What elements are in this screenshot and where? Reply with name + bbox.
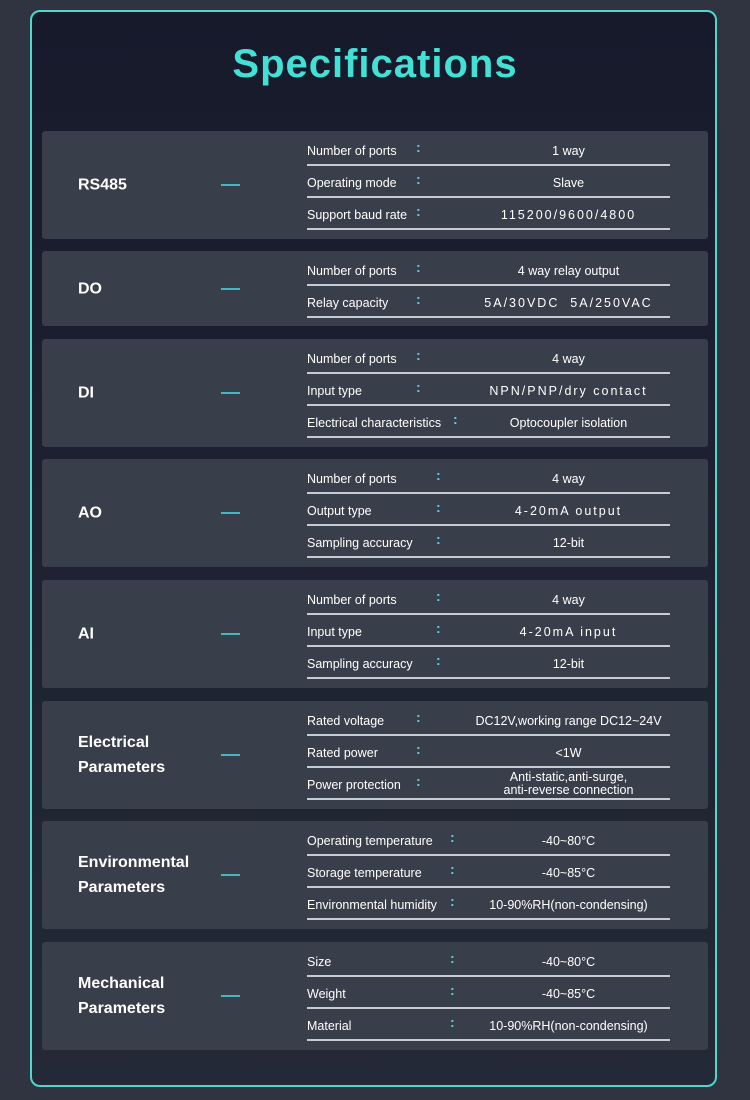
spec-value: <1W bbox=[555, 746, 582, 760]
section-title: AI bbox=[78, 625, 94, 643]
section-environmental-parameters bbox=[42, 821, 708, 929]
spec-label: Number of ports bbox=[307, 264, 397, 278]
spec-row bbox=[307, 523, 670, 558]
colon-separator: : bbox=[416, 773, 421, 789]
spec-label: Relay capacity bbox=[307, 296, 389, 310]
dash-icon bbox=[221, 754, 240, 756]
section-rs485 bbox=[42, 131, 708, 239]
spec-row bbox=[307, 1006, 670, 1041]
spec-label: Sampling accuracy bbox=[307, 536, 413, 550]
colon-separator: : bbox=[416, 379, 421, 395]
colon-separator: : bbox=[416, 259, 421, 275]
spec-value: 4 way bbox=[552, 593, 585, 607]
section-title: Mechanical Parameters bbox=[78, 975, 166, 1017]
spec-value: DC12V,working range DC12~24V bbox=[475, 714, 662, 728]
spec-value: Optocoupler isolation bbox=[509, 416, 628, 430]
spec-value: 4 way relay output bbox=[517, 264, 620, 278]
colon-separator: : bbox=[436, 620, 441, 636]
spec-row bbox=[307, 580, 670, 615]
section-ao bbox=[42, 459, 708, 567]
spec-value: 5A/30VDC 5A/250VAC bbox=[484, 296, 653, 310]
spec-row bbox=[307, 459, 670, 494]
spec-value: Anti-static,anti-surge, anti-reverse connection bbox=[503, 770, 634, 797]
spec-value: -40~80°C bbox=[541, 955, 596, 969]
spec-value: 1 way bbox=[552, 144, 585, 158]
spec-value: -40~80°C bbox=[541, 834, 596, 848]
spec-value: NPN/PNP/dry contact bbox=[489, 384, 648, 398]
colon-separator: : bbox=[450, 829, 455, 845]
spec-label: Input type bbox=[307, 384, 362, 398]
section-title: Electrical Parameters bbox=[78, 734, 166, 776]
dash-icon bbox=[221, 995, 240, 997]
spec-label: Electrical characteristics bbox=[307, 416, 442, 430]
spec-row bbox=[307, 942, 670, 977]
colon-separator: : bbox=[450, 1014, 455, 1030]
spec-label: Rated power bbox=[307, 746, 378, 760]
spec-label: Operating temperature bbox=[307, 834, 433, 848]
spec-value: 4-20mA output bbox=[514, 504, 623, 518]
spec-row bbox=[307, 131, 670, 166]
spec-row bbox=[307, 371, 670, 406]
section-title: Environmental Parameters bbox=[78, 854, 190, 896]
spec-value: 4 way bbox=[552, 352, 585, 366]
colon-separator: : bbox=[436, 588, 441, 604]
colon-separator: : bbox=[436, 652, 441, 668]
spec-label: Power protection bbox=[307, 778, 401, 792]
colon-separator: : bbox=[416, 203, 421, 219]
spec-label: Rated voltage bbox=[307, 714, 385, 728]
colon-separator: : bbox=[450, 893, 455, 909]
colon-separator: : bbox=[450, 950, 455, 966]
section-title: DI bbox=[78, 384, 94, 402]
spec-label: Sampling accuracy bbox=[307, 657, 413, 671]
page-title: Specifications bbox=[232, 42, 518, 86]
section-title: RS485 bbox=[78, 176, 127, 194]
dash-icon bbox=[221, 512, 240, 514]
section-di bbox=[42, 339, 708, 447]
spec-row bbox=[307, 251, 670, 286]
spec-label: Number of ports bbox=[307, 352, 397, 366]
colon-separator: : bbox=[416, 139, 421, 155]
spec-label: Environmental humidity bbox=[307, 898, 437, 912]
spec-value: 10-90%RH(non-condensing) bbox=[489, 1019, 648, 1033]
spec-value: 12-bit bbox=[552, 536, 585, 550]
colon-separator: : bbox=[416, 347, 421, 363]
dash-icon bbox=[221, 874, 240, 876]
spec-label: Number of ports bbox=[307, 144, 397, 158]
section-title: DO bbox=[78, 280, 102, 297]
section-do bbox=[42, 251, 708, 326]
spec-row bbox=[307, 283, 670, 318]
colon-separator: : bbox=[416, 291, 421, 307]
spec-label: Support baud rate bbox=[307, 208, 408, 222]
dash-icon bbox=[221, 633, 240, 635]
spec-row bbox=[307, 339, 670, 374]
spec-value: 10-90%RH(non-condensing) bbox=[489, 898, 648, 912]
spec-label: Weight bbox=[307, 987, 346, 1001]
spec-row bbox=[307, 885, 670, 920]
spec-row bbox=[307, 195, 670, 230]
spec-value: 4-20mA input bbox=[519, 625, 618, 639]
spec-label: Output type bbox=[307, 504, 372, 518]
colon-separator: : bbox=[416, 741, 421, 757]
spec-row bbox=[307, 701, 670, 736]
colon-separator: : bbox=[453, 411, 458, 427]
spec-value: 115200/9600/4800 bbox=[500, 208, 637, 222]
spec-label: Number of ports bbox=[307, 472, 397, 486]
spec-row bbox=[307, 403, 670, 438]
spec-value: -40~85°C bbox=[541, 866, 596, 880]
dash-icon bbox=[221, 288, 240, 290]
colon-separator: : bbox=[436, 499, 441, 515]
section-ai bbox=[42, 580, 708, 688]
colon-separator: : bbox=[450, 861, 455, 877]
section-electrical-parameters bbox=[42, 701, 708, 809]
spec-value: -40~85°C bbox=[541, 987, 596, 1001]
spec-row bbox=[307, 491, 670, 526]
spec-value: 4 way bbox=[552, 472, 585, 486]
colon-separator: : bbox=[436, 531, 441, 547]
spec-label: Size bbox=[307, 955, 332, 969]
spec-value: 12-bit bbox=[552, 657, 585, 671]
spec-row bbox=[307, 765, 670, 800]
spec-row bbox=[307, 163, 670, 198]
spec-row bbox=[307, 821, 670, 856]
colon-separator: : bbox=[416, 171, 421, 187]
spec-row bbox=[307, 733, 670, 768]
spec-value: Slave bbox=[552, 176, 585, 190]
colon-separator: : bbox=[450, 982, 455, 998]
spec-label: Storage temperature bbox=[307, 866, 422, 880]
spec-row bbox=[307, 612, 670, 647]
spec-row bbox=[307, 974, 670, 1009]
section-mechanical-parameters bbox=[42, 942, 708, 1050]
dash-icon bbox=[221, 392, 240, 394]
spec-label: Material bbox=[307, 1019, 352, 1033]
dash-icon bbox=[221, 184, 240, 186]
spec-row bbox=[307, 644, 670, 679]
spec-label: Operating mode bbox=[307, 176, 397, 190]
spec-row bbox=[307, 853, 670, 888]
spec-label: Input type bbox=[307, 625, 362, 639]
section-title: AO bbox=[78, 504, 102, 522]
spec-label: Number of ports bbox=[307, 593, 397, 607]
colon-separator: : bbox=[436, 467, 441, 483]
colon-separator: : bbox=[416, 709, 421, 725]
